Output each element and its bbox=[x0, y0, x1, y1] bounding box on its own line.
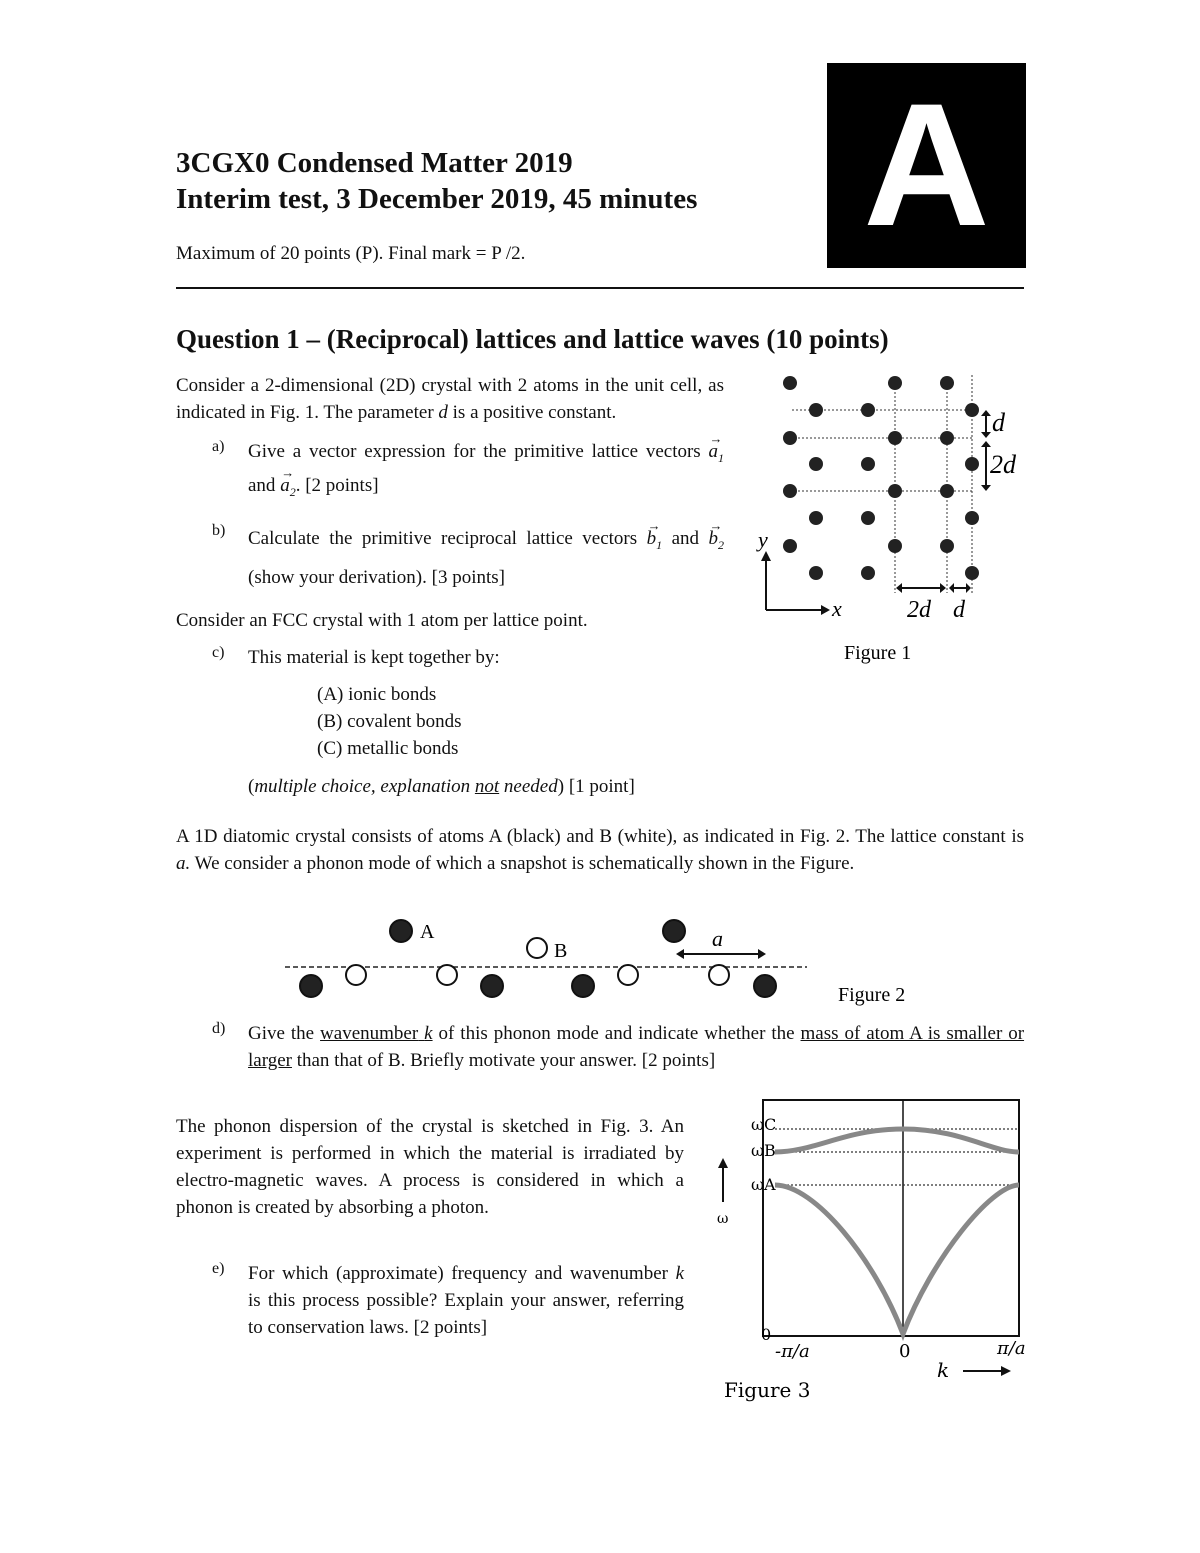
fcc-intro: Consider an FCC crystal with 1 atom per lattice point. bbox=[176, 610, 588, 632]
part-c-note: (multiple choice, explanation not needed) [1 point] bbox=[248, 776, 635, 798]
diatomic-paragraph: A 1D diatomic crystal consists of atoms A (black) and B (white), as indicated in Fig. 2. The lattice constant is a. We consider a phonon mode of which a snapshot is schematically shown in the Figure. bbox=[176, 826, 1024, 874]
d-label: d bbox=[992, 408, 1005, 437]
k-min-label: -π/a bbox=[775, 1341, 810, 1362]
max-points-note: Maximum of 20 points (P). Final mark = P /2. bbox=[176, 243, 526, 264]
question-1-intro-block bbox=[176, 372, 724, 800]
y-axis-label: y bbox=[758, 527, 768, 552]
omega-B-label: ωB bbox=[751, 1141, 776, 1160]
option-a: (A) ionic bonds bbox=[317, 684, 437, 706]
k-axis-arrow bbox=[963, 1366, 1011, 1376]
option-b: (B) covalent bonds bbox=[317, 711, 462, 733]
vector-b1: → $b_1$ bbox=[647, 522, 663, 562]
label-B: B bbox=[554, 940, 568, 962]
part-a: a) Give a vector expression for the primitive lattice vectors → $a_1$ and → $a_2$. [2 points] bbox=[176, 438, 724, 506]
zero-y-label: 0 bbox=[761, 1325, 772, 1344]
omega-axis-label: ω bbox=[717, 1211, 729, 1227]
bottom-d-label: d bbox=[953, 597, 965, 623]
part-b: b) Calculate the primitive reciprocal lattice vectors → $b_1$ and → $b_2$ (show your derivation). [3 points] bbox=[176, 522, 724, 596]
part-c-options bbox=[176, 681, 724, 762]
version-letter: A bbox=[863, 68, 990, 263]
divider bbox=[176, 287, 1024, 289]
omega-axis-arrow bbox=[718, 1158, 728, 1202]
optical-branch bbox=[775, 1129, 1019, 1152]
figure-2-caption: Figure 2 bbox=[838, 984, 906, 1006]
k-max-label: π/a bbox=[997, 1338, 1026, 1359]
dispersion-paragraph: The phonon dispersion of the crystal is sketched in Fig. 3. An experiment is performed in which the material is irradiated by electro-magnetic waves. A process is considered in which a phonon is created by absorbing a photon. bbox=[176, 1116, 684, 1218]
part-e: e) For which (approximate) frequency and wavenumber k is this process possible? Explain your answer, referring to conservation laws. [2 points] bbox=[212, 1260, 684, 1338]
lattice-atoms bbox=[783, 376, 979, 580]
atoms-B bbox=[346, 938, 729, 985]
vector-b2: → $b_2$ bbox=[709, 522, 725, 562]
omega-A-label: ωA bbox=[751, 1175, 776, 1194]
course-title: 3CGX0 Condensed Matter 2019 bbox=[176, 147, 573, 179]
figure-3-caption: Figure 3 bbox=[724, 1378, 811, 1402]
part-d: d) Give the wavenumber k of this phonon mode and indicate whether the mass of atom A is smaller or larger than that of B. Briefly motivate your answer. [2 points] bbox=[212, 1020, 1025, 1071]
2d-label: 2d bbox=[990, 450, 1016, 479]
page-title bbox=[176, 145, 697, 217]
vector-a1: → $a_1$ bbox=[709, 438, 725, 472]
xy-axes bbox=[761, 551, 830, 615]
option-c: (C) metallic bonds bbox=[317, 738, 459, 760]
test-subtitle: Interim test, 3 December 2019, 45 minutes bbox=[176, 183, 698, 215]
intro-paragraph: Consider a 2-dimensional (2D) crystal with 2 atoms in the unit cell, as indicated in Fig. 1. The parameter d is a positive constant. bbox=[176, 375, 724, 423]
label-A: A bbox=[420, 921, 435, 943]
question-1-heading: Question 1 – (Reciprocal) lattices and lattice waves (10 points) bbox=[176, 324, 889, 354]
k-axis-label: k bbox=[937, 1358, 950, 1382]
part-c: c) This material is kept together by: bbox=[212, 644, 500, 669]
version-badge bbox=[827, 63, 1026, 268]
frequency-guides bbox=[775, 1129, 1019, 1185]
k-zero-label: 0 bbox=[899, 1341, 911, 1362]
figure-1-lattice bbox=[750, 365, 1030, 670]
omega-C-label: ωC bbox=[751, 1115, 777, 1134]
vector-a2: → $a_2$ bbox=[280, 472, 296, 506]
figure-3-dispersion bbox=[705, 1090, 1040, 1410]
acoustic-branch bbox=[775, 1185, 1019, 1334]
figure-2-diatomic-chain bbox=[280, 910, 930, 1010]
bottom-2d-label: 2d bbox=[907, 597, 931, 623]
figure-1-caption: Figure 1 bbox=[844, 642, 912, 664]
label-a: a bbox=[712, 926, 723, 951]
x-axis-label: x bbox=[832, 596, 842, 621]
